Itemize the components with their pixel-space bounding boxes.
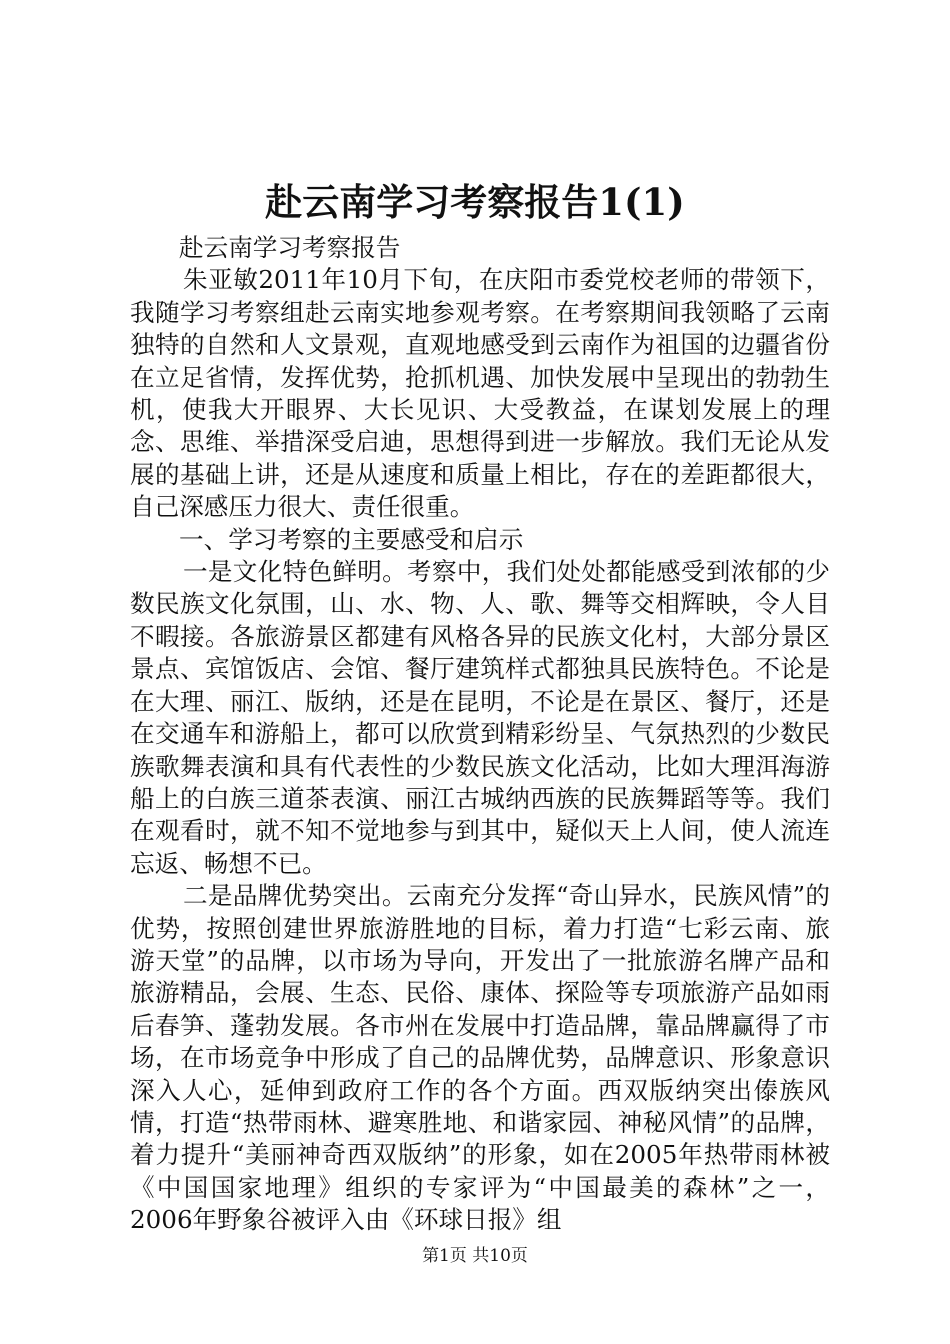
report-heading-line: 赴云南学习考察报告 <box>179 233 401 262</box>
paragraph-brand: 二是品牌优势突出。云南充分发挥“奇山异水，民族风情”的优势，按照创建世界旅游胜地的目标，着力打造“七彩云南、旅游天堂”的品牌，以市场为导向，开发出了一批旅游名牌产品和旅游精品，会展、生态、民俗、康体、探险等专项旅游产品如雨后春笋、蓬勃发展。各市州在发展中打造品牌，靠品牌赢得了市场，在市场竞争中形成了自己的品牌优势，品牌意识、形象意识深入人心，延伸到政府工作的各个方面。西双版纳突出傣族风情，打造“热带雨林、避寒胜地、和谐家园、神秘风情”的品牌，着力提升“美丽神奇西双版纳”的形象，如在2005年热带雨林被《中国国家地理》组织的专家评为“中国最美的森林”之一，2006年野象谷被评入由《环球日报》组 <box>130 881 830 1235</box>
paragraph-intro: 朱亚敏2011年10月下旬，在庆阳市委党校老师的带领下，我随学习考察组赴云南实地参观考察。在考察期间我领略了云南独特的自然和人文景观，直观地感受到云南作为祖国的边疆省份在立足省情，发挥优势，抢抓机遇、加快发展中呈现出的勃勃生机，使我大开眼界、大长见识、大受教益，在谋划发展上的理念、思维、举措深受启迪，思想得到进一步解放。我们无论从发展的基础上讲，还是从速度和质量上相比，存在的差距都很大，自己深感压力很大、责任很重。 <box>130 265 830 522</box>
section-heading: 一、学习考察的主要感受和启示 <box>179 524 524 554</box>
page-number-footer: 第1页 共10页 <box>422 1246 528 1266</box>
paragraph-culture: 一是文化特色鲜明。考察中，我们处处都能感受到浓郁的少数民族文化氛围，山、水、物、人、歌、舞等交相辉映，令人目不暇接。各旅游景区都建有风格各异的民族文化村，大部分景区景点、宾馆饭店、会馆、餐厅建筑样式都独具民族特色。不论是在大理、丽江、版纳，还是在昆明，不论是在景区、餐厅，还是在交通车和游船上，都可以欣赏到精彩纷呈、气氛热烈的少数民族歌舞表演和具有代表性的少数民族文化活动，比如大理洱海游船上的白族三道茶表演、丽江古城纳西族的民族舞蹈等等。我们在观看时，就不知不觉地参与到其中，疑似天上人间，使人流连忘返、畅想不已。 <box>130 557 830 878</box>
document-body <box>130 232 830 1237</box>
document-title: 赴云南学习考察报告1(1) <box>265 180 685 224</box>
